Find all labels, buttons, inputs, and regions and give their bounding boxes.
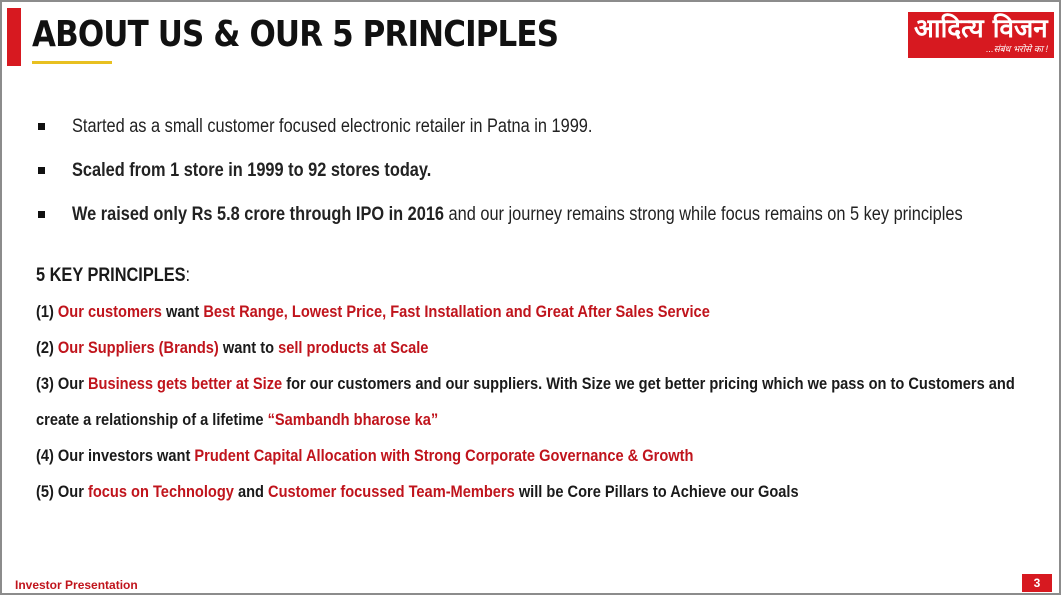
principle-4-lead: (4) Our investors want	[36, 446, 195, 465]
logo-text: आदित्य विजन	[914, 14, 1048, 44]
page-title: ABOUT US & OUR 5 PRINCIPLES	[32, 14, 559, 55]
intro-bullet-list	[38, 110, 1061, 242]
title-accent-bar	[7, 8, 21, 66]
principle-5-highlight-2: Customer focussed Team-Members	[268, 482, 515, 501]
principle-2	[36, 330, 1061, 366]
bullet-text: Scaled from 1 store in 1999 to 92 stores today.	[72, 160, 432, 181]
logo-tagline: ...संबंध भरोसे का !	[986, 44, 1048, 54]
principles-section	[36, 260, 1061, 510]
bullet-bold-text: We raised only Rs 5.8 crore through IPO in 2016	[72, 204, 445, 225]
principle-5-tail: will be Core Pillars to Achieve our Goals	[514, 482, 799, 501]
bullet-item	[38, 154, 1061, 198]
principle-3-continued	[36, 402, 1061, 438]
principle-5	[36, 474, 1061, 510]
principles-heading-colon: :	[185, 265, 191, 286]
principle-5-conjunction: and	[233, 482, 269, 501]
principle-2-verb: want to	[218, 338, 279, 357]
principle-2-detail: sell products at Scale	[278, 338, 429, 357]
bullet-item	[38, 198, 1061, 242]
footer-label: Investor Presentation	[15, 578, 138, 592]
principle-3-lead: (3) Our	[36, 374, 88, 393]
principle-3-quote: “Sambandh bharose ka”	[267, 410, 439, 429]
brand-logo	[908, 12, 1054, 58]
principle-3-detail: for our customers and our suppliers. With Size we get better pricing which we pass on to Customers and	[282, 374, 1015, 393]
principle-1-number: (1)	[36, 302, 58, 321]
principle-1-verb: want	[161, 302, 204, 321]
principle-3-continuation: create a relationship of a lifetime	[36, 410, 268, 429]
bullet-text-group	[72, 198, 963, 232]
principle-4	[36, 438, 1061, 474]
bullet-item	[38, 110, 1061, 154]
principle-2-number: (2)	[36, 338, 58, 357]
principle-1-detail: Best Range, Lowest Price, Fast Installation and Great After Sales Service	[203, 302, 710, 321]
principle-1-subject: Our customers	[57, 302, 162, 321]
bullet-regular-text: and our journey remains strong while focus remains on 5 key principles	[444, 204, 963, 225]
principle-1	[36, 294, 1061, 330]
principle-3-highlight: Business gets better at Size	[87, 374, 283, 393]
title-underline	[32, 61, 112, 64]
bullet-text: Started as a small customer focused electronic retailer in Patna in 1999.	[72, 116, 593, 137]
principle-5-lead: (5) Our	[36, 482, 88, 501]
principles-heading	[36, 260, 1061, 292]
principle-5-highlight-1: focus on Technology	[87, 482, 234, 501]
page-number: 3	[1022, 574, 1052, 592]
principle-4-highlight: Prudent Capital Allocation with Strong Corporate Governance & Growth	[194, 446, 694, 465]
principles-heading-text: 5 KEY PRINCIPLES	[36, 265, 186, 286]
principle-3	[36, 366, 1061, 402]
principle-2-subject: Our Suppliers (Brands)	[57, 338, 219, 357]
